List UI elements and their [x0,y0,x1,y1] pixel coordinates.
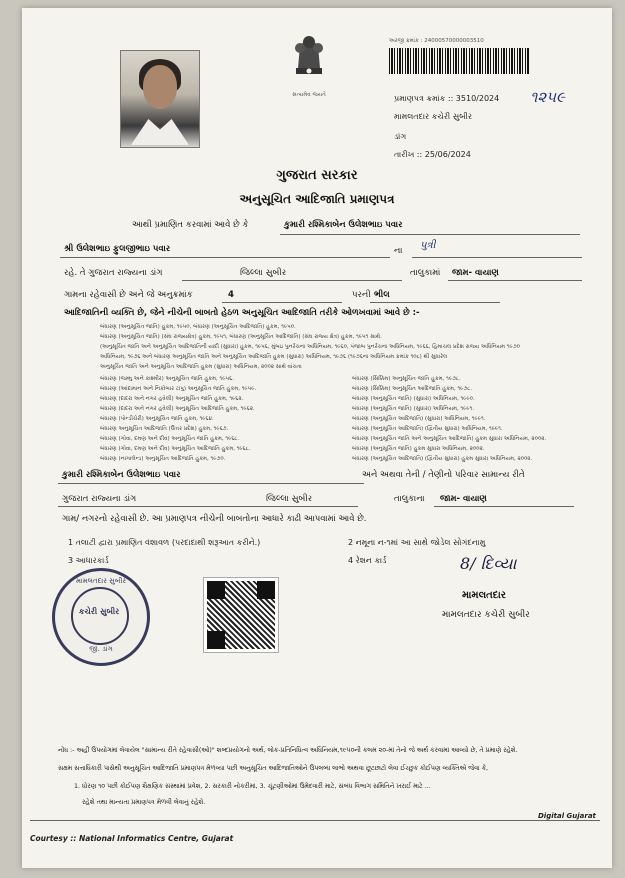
law-line-right: બંધારણ (સિક્કિમ) અનુસૂચિત જાતિ હુકમ, ૧૯૭૮. [352,376,461,382]
certificate-number: પ્રમાણપત્ર ક્રમાંક :: 3510/2024 [394,94,500,103]
certificate-title: અનુસૂચિત આદિજાતિ પ્રમાણપત્ર [239,192,395,206]
law-line: અધિનિયમ, ૧૯૭૬ અને બંધારણ અનુસૂચિત જાતિ અને અનુસૂચિત આદિજાતિ હુકમ (સુધારા) અધિનિયમ, ૧૯૭૬ (૧૯૭૬ના અધિનિયમ ક્રમાંક ૧૦૮) થી સુધારેલ [100,354,448,360]
emblem-caption: સત્યમેવ જયતે [292,92,326,98]
applicant-name-repeat: કુમારી રશ્મિકાબેન ઉલેશભાઇ પવાર [62,470,181,480]
issue-date: તારીખ :: 25/06/2024 [394,150,471,159]
law-line-right: બંધારણ (અનુસૂચિત જાતિ) (સુધારા) અધિનિયમ, ૧૯૯૧. [352,406,475,412]
district-name: ડાંગ [394,132,407,141]
district-repeat: જિલ્લા સુબીર [266,494,313,504]
law-line-left: બંધારણ (દાદરા અને નગર હવેલી) અનુસૂચિત જાતિ હુકમ, ૧૯૬૨. [100,396,244,402]
law-line-left: બંધારણ (ગોવા, દમણ અને દીવ) અનુસૂચિત આદિજાતિ હુકમ, ૧૯૬૮. [100,446,251,452]
father-underline [60,257,390,258]
family-label: અને અથવા તેની / તેણીનો પરિવાર સામાન્ય રીતે [362,470,525,480]
basis-item-2: 2 નમૂના ન-૧માં આ સાથે જોડેલ સોગંદનામુ [348,538,486,547]
applicant-photo [120,50,200,148]
village-underline [448,280,582,281]
tribe-label: પરની [352,290,371,300]
issuing-office: મામલતદાર કચેરી સુબીર [394,112,473,121]
state-label: રહે. તે ગુજરાત રાજ્યના ડાંગ [64,268,163,278]
state-emblem-icon [286,32,332,90]
serial-number: 4 [228,290,234,300]
serial-underline [222,302,342,303]
law-line-right: બંધારણ (અનુસૂચિત જાતિ) હુકમ સુધારા અધિનિયમ, ૨૦૦૨. [352,446,485,452]
law-line-right: બંધારણ (અનુસૂચિત આદિજાતિ) (સુધારા) અધિનિયમ, ૧૯૯૧. [352,416,486,422]
name-underline [280,234,580,235]
law-line-right: બંધારણ (અનુસૂચિત આદિજાતિ) (દ્વિતીય સુધારા) હુકમ સુધારા અધિનિયમ, ૨૦૦૨. [352,456,533,462]
district-label: જિલ્લા સુબીર [240,268,287,278]
use-items: 1. ધોરણ ૧૦ પછી કોઈપણ શૈક્ષણિક સંસ્થામાં પ્રવેશ, 2. સરકારી નોકરીમાં, 3. ચૂંટણીઓમાં ઉમેદવારી માટે, સંબંધ વિભાગ સમિતિને ખરાઈ માટે ... [74,783,431,790]
signatory-title: મામલતદાર [462,590,506,601]
tribe-underline [370,302,500,303]
law-line-right: બંધારણ (સિક્કિમ) અનુસૂચિત આદિજાતિ હુકમ, ૧૯૭૮. [352,386,473,392]
basis-item-1: 1 તલાટી દ્વારા પ્રમાણિત વંશાવળ (પરદાદાથી શરૂઆત કરીને.) [68,538,261,547]
law-line-left: બંધારણ (ગોવા, દમણ અને દીવ) અનુસૂચિત જાતિ હુકમ, ૧૯૬૮. [100,436,240,442]
law-line: (અનુસૂચિત જાતિ અને અનુસૂચિત આદિજાતિની યાદી (સુધારા) હુકમ, ૧૯૫૬, મુંબઇ પુનર્રચના અધિનિયમ, ૧૯૬૦, પંજાબ પુનર્રચના અધિનિયમ, ૧૯૬૬, હિમાચલ પ્રદેશ રાજ્ય અધિનિયમ ૧૯૭૦ [100,344,520,350]
signature: 8/ દિવ્યા [460,554,517,573]
office-stamp [52,568,150,666]
barcode [389,48,529,74]
law-line-left: બંધારણ અનુસૂચિત આદિજાતિ (ઉત્તર પ્રદેશ) હુકમ, ૧૯૬૭. [100,426,229,432]
state-repeat: ગુજરાત રાજ્યના ડાંગ [62,494,137,504]
relation-underline [412,257,582,258]
tribe-value: ભીલ [374,290,390,300]
laws-top-list [100,322,590,372]
note-line: નોંધ :- અહીં ઉપયોગમાં લેવાયેલ "સામાન્ય રીતે રહેવાસી(ઓ)" શબ્દપ્રયોગનો અર્થ, લોક-પ્રતિનિધિત્વ અધિનિયમ,૧૯૫૦ની કલમ ૨૦-માં તેનો જે અર્થ કરવામાં આવ્યો છે, તે પ્રમાણે રહેશે. [58,747,518,754]
basis-item-3: 3 આધારકાર્ડ [68,556,109,565]
taluka-label: તાલુકામાં [410,268,441,278]
law-line: અનુસૂચિત જાતિ અને અનુસૂચિત આદિજાતિ હુકમ (સુધારા) અધિનિયમ, ૨૦૦૨ સાથે વાંચતા [100,364,302,370]
law-line-left: બંધારણ (જમ્મુ અને કાશ્મીર) અનુસૂચિત જાતિ હુકમ, ૧૯૫૬. [100,376,234,382]
village-repeat-underline [434,506,574,507]
law-line: બંધારણ (અનુસૂચિત જાતિ) (સંઘ રાજ્યક્ષેત્ર) હુકમ, ૧૯૫૧, બંધારણ (અનુસૂચિત આદિજાતિ) (સંઘ રાજ્ય ક્ષેત્ર) હુકમ, ૧૯૫૧ સાથે. [100,334,382,340]
stamp-center-text: કચેરી સુબીર [78,607,120,616]
stamp-ring-text: મામલતદાર સુબીર [76,577,126,585]
na-label: ના [394,246,403,256]
issued-line: ગામ/ નગરનો રહેવાસી છે. આ પ્રમાણપત્ર નીચેની બાબતોના આધારે કાઢી આપવામાં આવે છે. [62,514,367,524]
footer-divider [30,820,600,821]
laws-right-list [352,374,592,464]
law-line-right: બંધારણ (અનુસૂચિત આદિજાતિ) (દ્વિતીય સુધારા) અધિનિયમ, ૧૯૯૧. [352,426,503,432]
government-title: ગુજરાત સરકાર [276,168,358,183]
laws-left-list [100,374,340,464]
law-line-left: બંધારણ (નાગાલેન્ડ) અનુસૂચિત આદિજાતિ હુકમ, ૧૯૭૦. [100,456,226,462]
applicant-name: કુમારી રશ્મિકાબેન ઉલેશભાઇ પવાર [284,220,403,230]
name-repeat-underline [58,483,364,484]
photo-face [143,65,177,109]
father-name: શ્રી ઉલેશભાઇ ફુલજીભાઇ પવાર [64,244,171,254]
use-tail: રહેશે તથા માન્યતા પ્રમાણપત્ર મેળવી લેવાનું રહેશે. [82,799,206,806]
application-number: અરજી ક્રમાંક : 24000570000003510 [389,38,484,44]
law-line-right: બંધારણ (અનુસૂચિત જાતિ અને અનુસૂચિત આદિજાતિ) હુકમ સુધારા અધિનિયમ, ૨૦૦૨. [352,436,547,442]
law-line-left: બંધારણ (દાદરા અને નગર હવેલી) અનુસૂચિત આદિજાતિ હુકમ, ૧૯૬૨. [100,406,255,412]
certify-label: આથી પ્રમાણિત કરવામાં આવે છે કે [132,220,249,230]
use-line: સક્ષમ સત્તાધિકારી પાસેથી અનુસૂચિત આદિજાતિ પ્રમાણપત્ર મેળવ્યા પછી અનુસૂચિત આદિજાતિઓને ઉપલબ્ધ લાભો અથવા છૂટછાટો લેવા ઈચ્છુક કોઈપણ વ્યક્તિએ જેવા કે, [58,765,489,772]
qr-code [204,578,278,652]
law-line-left: બંધારણ (પોન્ડીચેરી) અનુસૂચિત જાતિ હુકમ, ૧૯૬૪. [100,416,214,422]
taluka-repeat-label: તાલુકાના [394,494,425,504]
recognized-line: આદિજાતિની વ્યક્તિ છે, જેને નીચેની બાબતો હેઠળ અનુસૂચિત આદિજાતિ તરીકે ઓળખવામાં આવે છે :- [64,308,420,318]
certificate-sheet [22,8,612,868]
resident-label: ગામના રહેવાસી છે અને જે અનુક્રમાંક [64,290,193,300]
signatory-office: મામલતદાર કચેરી સુબીર [442,610,530,620]
village-value: જામ- વાયાણ [452,268,499,278]
photo-collar [131,119,189,145]
handwritten-number: ૧૨૫૯ [530,88,565,106]
courtesy-text: Courtesy :: National Informatics Centre, Gujarat [30,834,234,843]
stamp-bottom-text: જી. ડાંગ [89,645,113,653]
village-repeat: જામ- વાયાણ [440,494,487,504]
digital-gujarat-text: Digital Gujarat [538,812,596,820]
law-line-left: બંધારણ (આંદામાન અને નિકોબાર ટાપુ) અનુસૂચિત જાતિ હુકમ, ૧૯૫૯. [100,386,257,392]
law-line-right: બંધારણ (અનુસૂચિત જાતિ) (સુધારા) અધિનિયમ, ૧૯૯૦. [352,396,475,402]
relation-value: પુત્રી [420,240,436,251]
basis-item-4: 4 રેશન કાર્ડ [348,556,387,565]
state-repeat-underline [58,506,358,507]
district-underline [182,280,402,281]
law-line: બંધારણ (અનુસૂચિત જાતિ) હુકમ, ૧૯૫૦, બંધારણ (અનુસૂચિત આદિજાતિ) હુકમ, ૧૯૫૦. [100,324,296,330]
